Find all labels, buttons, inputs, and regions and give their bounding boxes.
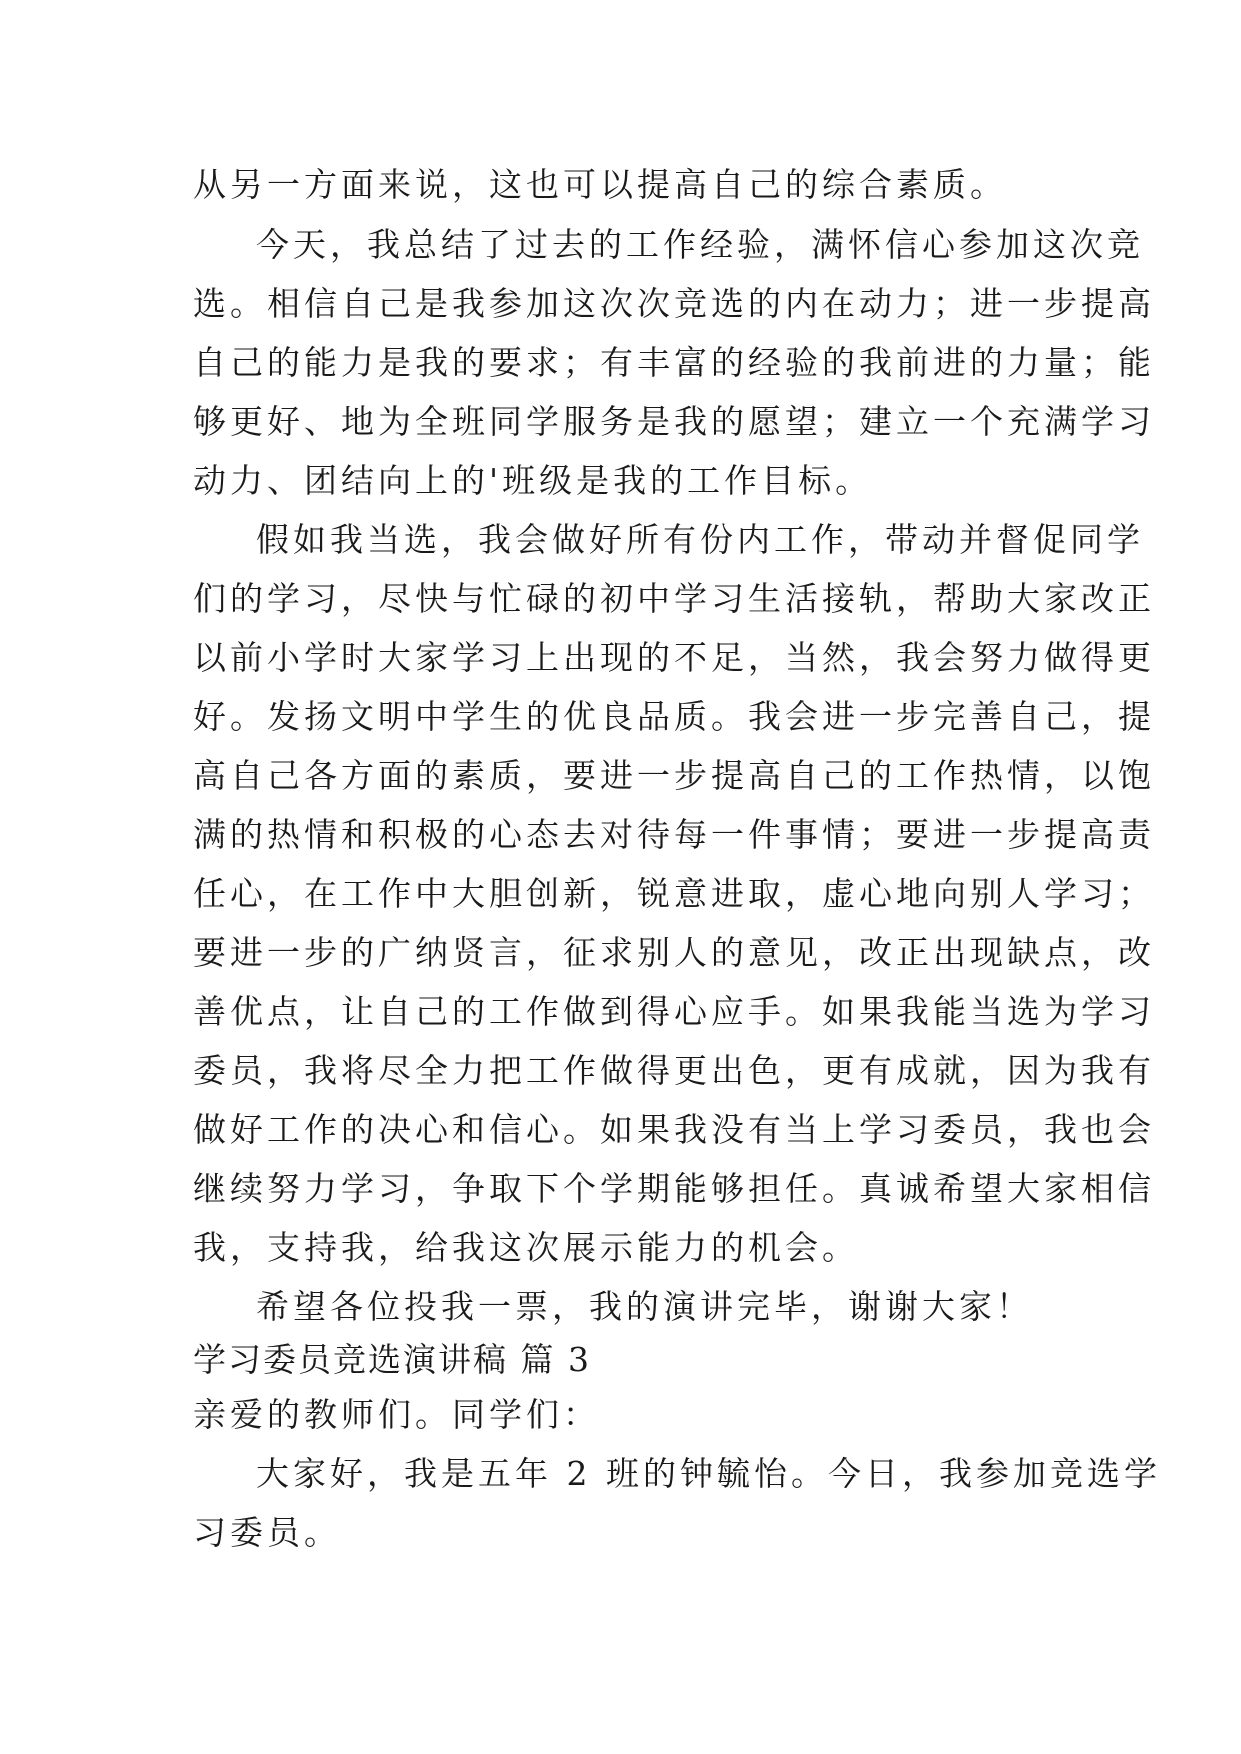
paragraph-line: 委员，我将尽全力把工作做得更出色，更有成就，因为我有	[193, 1051, 1155, 1090]
paragraph-line: 自己的能力是我的要求；有丰富的经验的我前进的力量；能	[193, 343, 1155, 382]
paragraph-line: 希望各位投我一票，我的演讲完毕，谢谢大家！	[256, 1287, 1033, 1326]
paragraph-line: 要进一步的广纳贤言，征求别人的意见，改正出现缺点，改	[193, 933, 1155, 972]
paragraph-line: 习委员。	[193, 1513, 341, 1552]
paragraph-line: 假如我当选，我会做好所有份内工作，带动并督促同学	[256, 520, 1144, 559]
paragraph-line: 动力、团结向上的'班级是我的工作目标。	[193, 461, 873, 500]
paragraph-line: 满的热情和积极的心态去对待每一件事情；要进一步提高责	[193, 815, 1155, 854]
paragraph-line: 高自己各方面的素质，要进一步提高自己的工作热情，以饱	[193, 756, 1155, 795]
paragraph-line: 选。相信自己是我参加这次次竞选的内在动力；进一步提高	[193, 284, 1155, 323]
salutation-line: 亲爱的教师们。同学们：	[193, 1395, 600, 1434]
paragraph-line: 任心，在工作中大胆创新，锐意进取，虚心地向别人学习；	[193, 874, 1155, 913]
paragraph-line: 们的学习，尽快与忙碌的初中学习生活接轨，帮助大家改正	[193, 579, 1155, 618]
paragraph-line: 善优点，让自己的工作做到得心应手。如果我能当选为学习	[193, 992, 1155, 1031]
paragraph-line: 以前小学时大家学习上出现的不足，当然，我会努力做得更	[193, 638, 1155, 677]
paragraph-line: 继续努力学习，争取下个学期能够担任。真诚希望大家相信	[193, 1169, 1155, 1208]
paragraph-line: 大家好，我是五年 2 班的钟毓怡。今日，我参加竞选学	[256, 1454, 1161, 1493]
paragraph-line: 我，支持我，给我这次展示能力的机会。	[193, 1228, 859, 1267]
paragraph-line: 做好工作的决心和信心。如果我没有当上学习委员，我也会	[193, 1110, 1155, 1149]
paragraph-line: 从另一方面来说，这也可以提高自己的综合素质。	[193, 165, 1007, 204]
paragraph-line: 好。发扬文明中学生的优良品质。我会进一步完善自己，提	[193, 697, 1155, 736]
paragraph-line: 今天，我总结了过去的工作经验，满怀信心参加这次竞	[256, 225, 1144, 264]
section-heading: 学习委员竞选演讲稿 篇 3	[193, 1340, 591, 1379]
paragraph-line: 够更好、地为全班同学服务是我的愿望；建立一个充满学习	[193, 402, 1155, 441]
